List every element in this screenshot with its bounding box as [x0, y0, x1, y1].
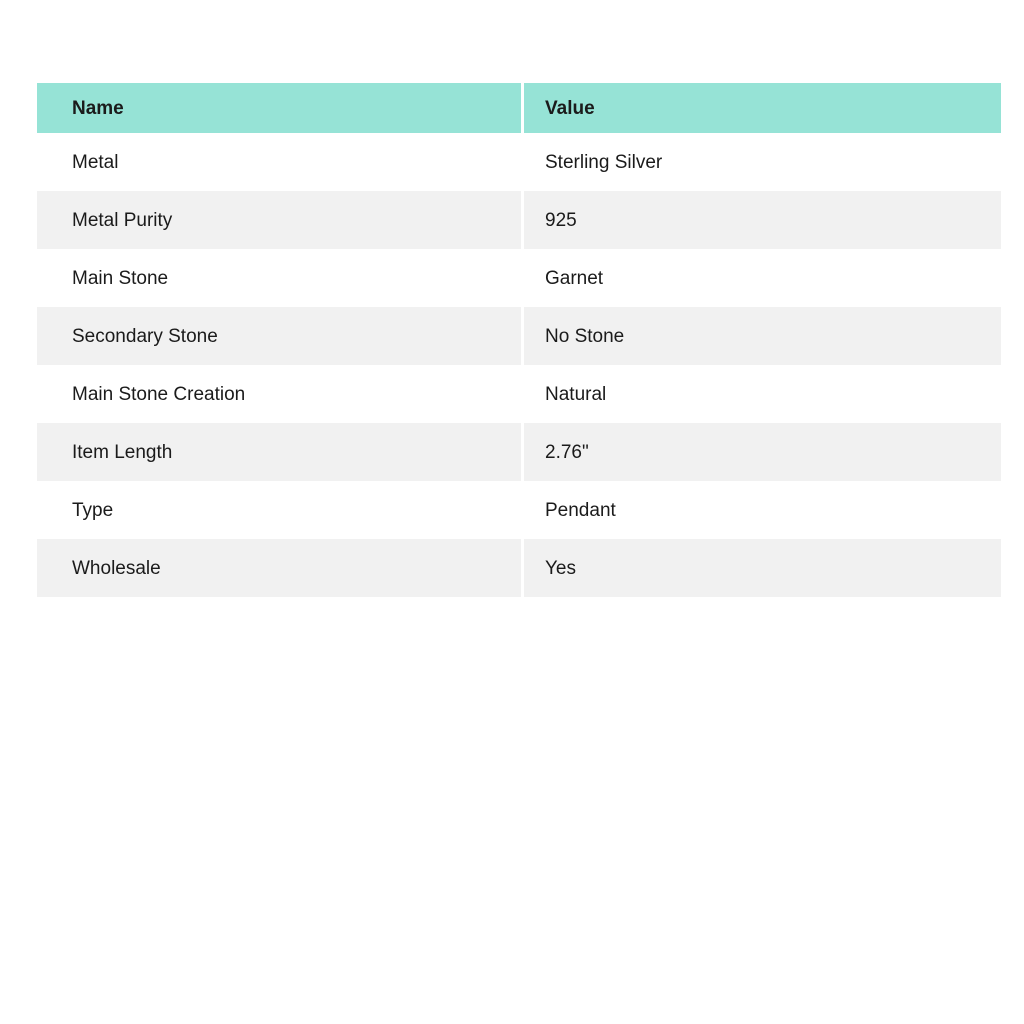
table-row — [37, 365, 1001, 423]
attribute-value-cell: Yes — [521, 539, 1001, 597]
attribute-name-cell: Metal Purity — [72, 209, 173, 231]
product-spec-table — [37, 83, 1001, 597]
column-header-name: Name — [72, 97, 124, 119]
attribute-value-cell: 2.76" — [521, 423, 1001, 481]
attribute-name-cell: Main Stone — [72, 267, 169, 289]
attribute-name-cell: Secondary Stone — [72, 325, 218, 347]
table-row — [37, 133, 1001, 191]
attribute-value-cell: Sterling Silver — [521, 133, 1001, 191]
table-row — [37, 539, 1001, 597]
attribute-value-cell: Pendant — [521, 481, 1001, 539]
attribute-value-cell: Garnet — [521, 249, 1001, 307]
attribute-name-cell: Metal — [72, 151, 119, 173]
table-row — [37, 191, 1001, 249]
table-row — [37, 249, 1001, 307]
table-row — [37, 307, 1001, 365]
table-row — [37, 481, 1001, 539]
table-row — [37, 423, 1001, 481]
attribute-name-cell: Type — [72, 499, 114, 521]
attribute-value-cell: Natural — [521, 365, 1001, 423]
attribute-name-cell: Main Stone Creation — [72, 383, 246, 405]
attribute-value-cell: No Stone — [521, 307, 1001, 365]
table-body — [37, 133, 1001, 597]
attribute-name-cell: Wholesale — [72, 557, 161, 579]
attribute-name-cell: Item Length — [72, 441, 173, 463]
table-header-row — [37, 83, 1001, 133]
attribute-value-cell: 925 — [521, 191, 1001, 249]
column-header-value: Value — [521, 83, 1001, 133]
